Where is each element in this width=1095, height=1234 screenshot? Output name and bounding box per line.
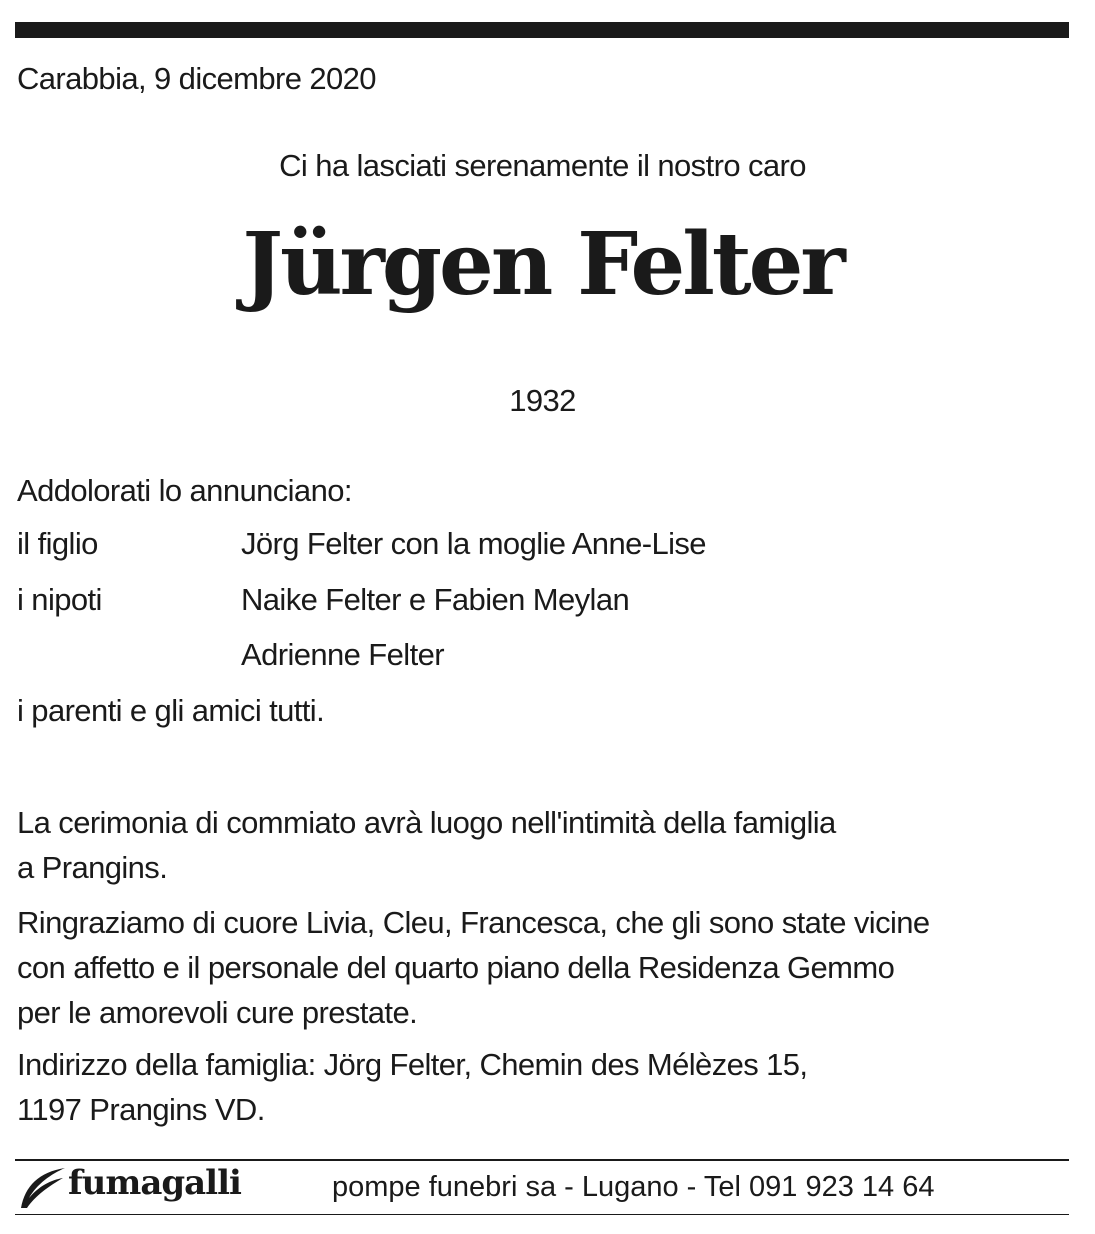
intro-line: Ci ha lasciati serenamente il nostro caro [279, 148, 806, 183]
fumagalli-leaf-icon [17, 1164, 67, 1210]
relative-label-grandchildren: i nipoti [17, 582, 102, 617]
others-line: i parenti e gli amici tutti. [17, 693, 325, 728]
birth-year: 1932 [509, 383, 576, 418]
thanks-line-1: Ringraziamo di cuore Livia, Cleu, Francesca, che gli sono state vicine [17, 905, 930, 940]
deceased-name: Jürgen Felter [242, 214, 843, 315]
footer-top-rule [15, 1159, 1069, 1161]
funeral-home-info: pompe funebri sa - Lugano - Tel 091 923 14 64 [332, 1171, 935, 1203]
relative-names-grandchildren-2: Adrienne Felter [241, 637, 444, 672]
thanks-line-3: per le amorevoli cure prestate. [17, 995, 418, 1030]
ceremony-paragraph [17, 800, 836, 890]
thanks-paragraph [17, 900, 930, 1035]
ceremony-line-1: La cerimonia di commiato avrà luogo nell'intimità della famiglia [17, 805, 836, 840]
address-line-1: Indirizzo della famiglia: Jörg Felter, Chemin des Mélèzes 15, [17, 1047, 808, 1082]
address-line-2: 1197 Prangins VD. [17, 1092, 265, 1127]
ceremony-line-2: a Prangins. [17, 850, 168, 885]
relative-names-son: Jörg Felter con la moglie Anne-Lise [241, 526, 706, 561]
announcement: Addolorati lo annunciano: [17, 473, 352, 508]
top-rule [15, 22, 1069, 38]
address-paragraph [17, 1042, 807, 1132]
relative-names-grandchildren: Naike Felter e Fabien Meylan [241, 582, 630, 617]
footer-bottom-rule [15, 1214, 1069, 1215]
date-place: Carabbia, 9 dicembre 2020 [17, 61, 376, 96]
relative-label-son: il figlio [17, 526, 98, 561]
thanks-line-2: con affetto e il personale del quarto piano della Residenza Gemmo [17, 950, 895, 985]
brand-name: fumagalli [68, 1163, 241, 1203]
